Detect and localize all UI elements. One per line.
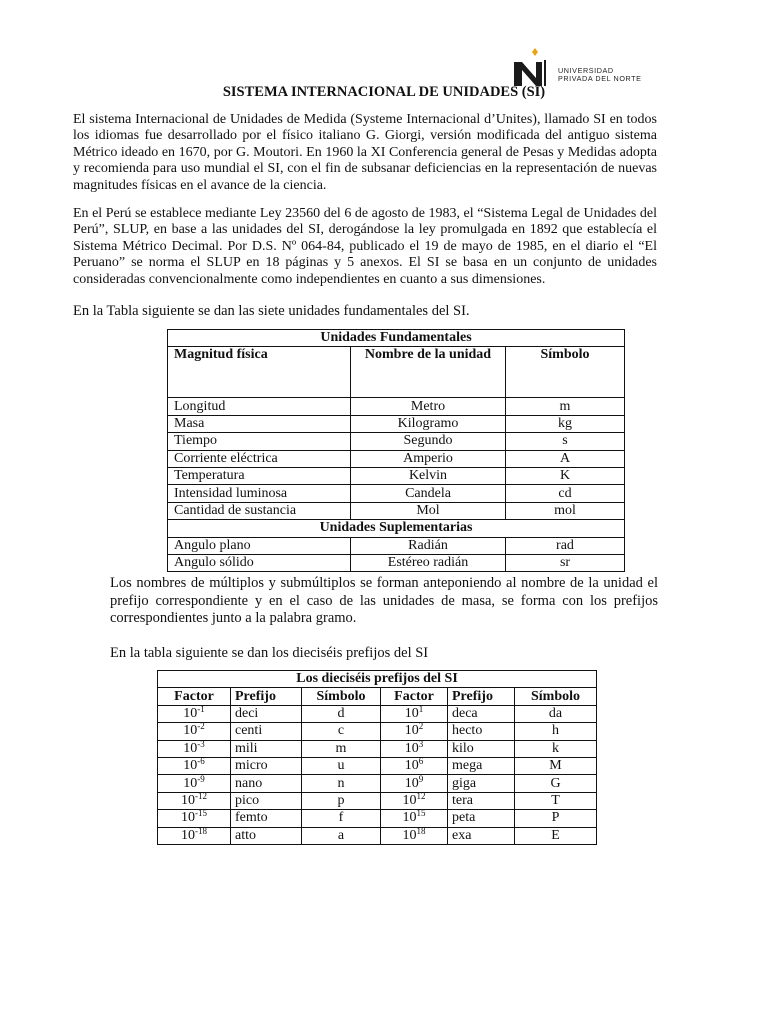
factor-exponent: 15 xyxy=(416,808,426,819)
cell-prefix: giga xyxy=(448,775,515,792)
cell-factor xyxy=(158,723,231,740)
cell-symbol: c xyxy=(302,723,381,740)
logo-mark-icon xyxy=(510,48,556,88)
factor-base: 10 xyxy=(404,758,419,774)
column-header: Símbolo xyxy=(302,688,381,705)
factor-exponent: -15 xyxy=(195,808,207,819)
cell-factor xyxy=(381,757,448,774)
table-row xyxy=(168,415,625,432)
factor-base: 10 xyxy=(404,723,419,739)
cell-factor xyxy=(381,792,448,809)
cell-symbol: f xyxy=(302,810,381,827)
table-row xyxy=(158,827,597,844)
cell-prefix: hecto xyxy=(448,723,515,740)
factor-base: 10 xyxy=(183,740,198,756)
cell-prefix: deca xyxy=(448,705,515,722)
table-row xyxy=(168,554,625,571)
column-header: Factor xyxy=(381,688,448,705)
cell-factor xyxy=(381,827,448,844)
cell-unit: Amperio xyxy=(351,450,506,467)
cell-unit: Kelvin xyxy=(351,467,506,484)
table-row xyxy=(168,537,625,554)
peru-paragraph: En el Perú se establece mediante Ley 23560 del 6 de agosto de 1983, el “Sistema Legal de Unidades del Perú”, SLUP, en base a las unidades del SI, derogándose la ley promulgada en 1892 que establecía el Sistema Métrico Decimal. Por D.S. Nº 064-84, publicado el 19 de mayo de 1985, en el diario el “El Peruano” se norma el SLUP en 18 páginas y 5 anexos. El SI se basa en un conjunto de unidades consideradas convencionalmente como independientes en cuanto a sus dimensiones. xyxy=(73,206,657,287)
cell-symbol: s xyxy=(506,433,625,450)
factor-base: 10 xyxy=(183,775,198,791)
table-caption: Los dieciséis prefijos del SI xyxy=(158,671,597,688)
cell-prefix: mega xyxy=(448,757,515,774)
logo-line-1: UNIVERSIDAD xyxy=(558,66,614,75)
cell-unit: Segundo xyxy=(351,433,506,450)
factor-base: 10 xyxy=(402,792,417,808)
column-header: Prefijo xyxy=(231,688,302,705)
cell-prefix: nano xyxy=(231,775,302,792)
factor-exponent: -9 xyxy=(197,773,205,784)
factor-base: 10 xyxy=(402,827,417,843)
cell-prefix: deci xyxy=(231,705,302,722)
factor-exponent: -6 xyxy=(197,756,205,767)
cell-factor xyxy=(158,792,231,809)
factor-exponent: 6 xyxy=(418,756,424,767)
factor-base: 10 xyxy=(404,705,419,721)
cell-symbol: kg xyxy=(506,415,625,432)
factor-exponent: -3 xyxy=(197,738,205,749)
cell-symbol: k xyxy=(515,740,597,757)
cell-prefix: atto xyxy=(231,827,302,844)
cell-symbol: d xyxy=(302,705,381,722)
column-header: Símbolo xyxy=(515,688,597,705)
cell-factor xyxy=(381,705,448,722)
cell-symbol: p xyxy=(302,792,381,809)
prefixes-paragraph: Los nombres de múltiplos y submúltiplos se forman anteponiendo al nombre de la unidad el prefijo correspondiente y en el caso de las unidades de masa, se forma con los prefijos correspondientes junto a la palabra gramo. xyxy=(110,575,658,626)
cell-magnitude: Angulo sólido xyxy=(168,554,351,571)
table-row xyxy=(168,502,625,519)
university-logo xyxy=(510,48,660,88)
cell-factor xyxy=(158,705,231,722)
cell-symbol: m xyxy=(302,740,381,757)
factor-exponent: -1 xyxy=(197,703,205,714)
cell-prefix: pico xyxy=(231,792,302,809)
cell-magnitude: Tiempo xyxy=(168,433,351,450)
factor-exponent: 3 xyxy=(418,738,424,749)
table-row xyxy=(168,485,625,502)
cell-prefix: kilo xyxy=(448,740,515,757)
factor-base: 10 xyxy=(181,810,195,826)
table-row xyxy=(168,433,625,450)
cell-prefix: mili xyxy=(231,740,302,757)
factor-base: 10 xyxy=(183,758,198,774)
cell-magnitude: Corriente eléctrica xyxy=(168,450,351,467)
factor-exponent: -12 xyxy=(195,790,207,801)
logo-text xyxy=(558,67,642,83)
table-row xyxy=(158,740,597,757)
si-prefixes-table xyxy=(157,670,597,845)
table-row xyxy=(168,450,625,467)
column-header: Factor xyxy=(158,688,231,705)
cell-factor xyxy=(381,740,448,757)
cell-symbol: mol xyxy=(506,502,625,519)
cell-unit: Estéreo radián xyxy=(351,554,506,571)
intro-paragraph: El sistema Internacional de Unidades de Medida (Systeme Internacional d’Unites), llamado SI en todos los idiomas fue desarrollado por el físico italiano G. Giorgi, versión modificada del antiguo sistema Métrico ideado en 1670, por G. Moutori. En 1960 la XI Conferencia general de Pesas y Medidas adopta y recomienda para uso mundial el SI, con el fin de subsanar deficiencias en la representación de nuevas magnitudes físicas en el avance de la ciencia. xyxy=(73,112,657,193)
cell-symbol: h xyxy=(515,723,597,740)
factor-base: 10 xyxy=(183,705,198,721)
cell-magnitude: Cantidad de sustancia xyxy=(168,502,351,519)
cell-symbol: n xyxy=(302,775,381,792)
cell-prefix: centi xyxy=(231,723,302,740)
column-header: Símbolo xyxy=(506,347,625,398)
factor-exponent: 12 xyxy=(416,790,426,801)
cell-magnitude: Masa xyxy=(168,415,351,432)
cell-factor xyxy=(158,775,231,792)
factor-exponent: 9 xyxy=(418,773,424,784)
table-row xyxy=(158,757,597,774)
table-subcaption: Unidades Suplementarias xyxy=(168,520,625,537)
cell-factor xyxy=(381,723,448,740)
factor-base: 10 xyxy=(402,810,417,826)
cell-unit: Kilogramo xyxy=(351,415,506,432)
factor-exponent: 2 xyxy=(418,721,424,732)
factor-exponent: 1 xyxy=(418,703,424,714)
cell-symbol: K xyxy=(506,467,625,484)
cell-magnitude: Temperatura xyxy=(168,467,351,484)
factor-base: 10 xyxy=(183,723,198,739)
cell-unit: Metro xyxy=(351,398,506,415)
logo-line-2: PRIVADA DEL NORTE xyxy=(558,74,642,83)
table-row xyxy=(158,705,597,722)
factor-base: 10 xyxy=(404,775,419,791)
cell-prefix: micro xyxy=(231,757,302,774)
cell-magnitude: Intensidad luminosa xyxy=(168,485,351,502)
cell-prefix: peta xyxy=(448,810,515,827)
table-row xyxy=(158,723,597,740)
factor-base: 10 xyxy=(181,827,195,843)
factor-exponent: -2 xyxy=(197,721,205,732)
table-row xyxy=(168,467,625,484)
cell-symbol: G xyxy=(515,775,597,792)
cell-factor xyxy=(158,827,231,844)
cell-symbol: da xyxy=(515,705,597,722)
cell-magnitude: Angulo plano xyxy=(168,537,351,554)
cell-symbol: cd xyxy=(506,485,625,502)
table-row xyxy=(168,398,625,415)
table-row xyxy=(158,775,597,792)
cell-unit: Candela xyxy=(351,485,506,502)
cell-factor xyxy=(381,810,448,827)
cell-factor xyxy=(158,810,231,827)
cell-symbol: A xyxy=(506,450,625,467)
cell-symbol: T xyxy=(515,792,597,809)
cell-factor xyxy=(158,740,231,757)
table-row xyxy=(158,792,597,809)
cell-symbol: rad xyxy=(506,537,625,554)
factor-exponent: 18 xyxy=(416,825,426,836)
cell-symbol: sr xyxy=(506,554,625,571)
cell-symbol: P xyxy=(515,810,597,827)
table1-intro: En la Tabla siguiente se dan las siete unidades fundamentales del SI. xyxy=(73,303,470,319)
cell-magnitude: Longitud xyxy=(168,398,351,415)
factor-base: 10 xyxy=(404,740,419,756)
cell-factor xyxy=(381,775,448,792)
cell-symbol: m xyxy=(506,398,625,415)
cell-symbol: a xyxy=(302,827,381,844)
factor-exponent: -18 xyxy=(195,825,207,836)
cell-prefix: tera xyxy=(448,792,515,809)
cell-factor xyxy=(158,757,231,774)
table-caption: Unidades Fundamentales xyxy=(168,330,625,347)
table-row xyxy=(158,810,597,827)
cell-symbol: E xyxy=(515,827,597,844)
prefix-rows xyxy=(158,705,597,844)
table2-intro: En la tabla siguiente se dan los dieciséis prefijos del SI xyxy=(110,645,429,661)
cell-symbol: M xyxy=(515,757,597,774)
cell-symbol: u xyxy=(302,757,381,774)
cell-unit: Radián xyxy=(351,537,506,554)
column-header: Magnitud física xyxy=(168,347,351,398)
column-header: Prefijo xyxy=(448,688,515,705)
column-header: Nombre de la unidad xyxy=(351,347,506,398)
fundamental-units-table xyxy=(167,329,625,572)
cell-unit: Mol xyxy=(351,502,506,519)
factor-base: 10 xyxy=(181,792,195,808)
cell-prefix: exa xyxy=(448,827,515,844)
page-title: SISTEMA INTERNACIONAL DE UNIDADES (SI) xyxy=(222,84,546,100)
cell-prefix: femto xyxy=(231,810,302,827)
